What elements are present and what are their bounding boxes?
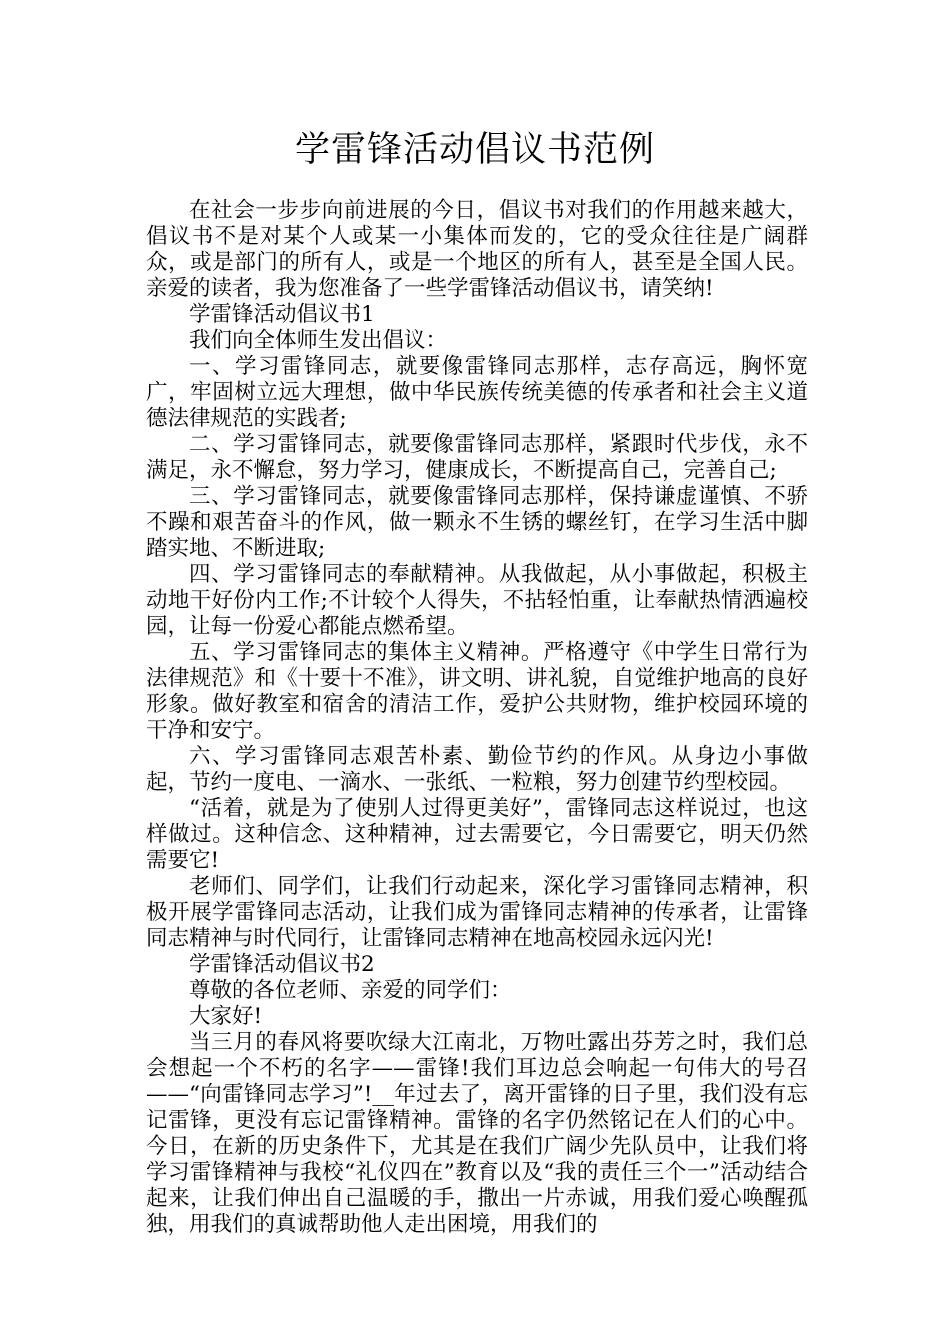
section-heading-2: 学雷锋活动倡议书2 (189, 952, 375, 977)
paragraph: 老师们、同学们，让我们行动起来，深化学习雷锋同志精神，积极开展学雷锋同志活动，让我们成为雷锋同志精神的传承者，让雷锋同志精神与时代同行，让雷锋同志精神在地高校园永远闪光! (146, 874, 808, 951)
paragraph: 三、学习雷锋同志，就要像雷锋同志那样，保持谦虚谨慎、不骄不躁和艰苦奋斗的作风，做一颗永不生锈的螺丝钉，在学习生活中脚踏实地、不断进取; (146, 484, 808, 561)
paragraph: 五、学习雷锋同志的集体主义精神。严格遵守《中学生日常行为法律规范》和《十要十不准》，讲文明、讲礼貌，自觉维护地高的良好形象。做好教室和宿舍的清洁工作，爱护公共财物，维护校园环境的干净和安宁。 (146, 640, 808, 743)
intro-paragraph: 在社会一步步向前进展的今日，倡议书对我们的作用越来越大，倡议书不是对某个人或某一小集体而发的，它的受众往往是广阔群众，或是部门的所有人，或是一个地区的所有人，甚至是全国人民。亲爱的读者，我为您准备了一些学雷锋活动倡议书，请笑纳! (146, 198, 808, 301)
paragraph: 一、学习雷锋同志，就要像雷锋同志那样，志存高远，胸怀宽广，牢固树立远大理想，做中华民族传统美德的传承者和社会主义道德法律规范的实践者; (146, 354, 808, 431)
document-body (146, 198, 808, 1238)
paragraph: “活着，就是为了使别人过得更美好”，雷锋同志这样说过，也这样做过。这种信念、这种精神，过去需要它，今日需要它，明天仍然需要它! (146, 796, 808, 873)
paragraph: 当三月的春风将要吹绿大江南北，万物吐露出芬芳之时，我们总会想起一个不朽的名字——雷锋!我们耳边总会响起一句伟大的号召——“向雷锋同志学习”!__年过去了，离开雷锋的日子里，我们没有忘记雷锋，更没有忘记雷锋精神。雷锋的名字仍然铭记在人们的心中。今日，在新的历史条件下，尤其是在我们广阔少先队员中，让我们将学习雷锋精神与我校“礼仪四在”教育以及“我的责任三个一”活动结合起来，让我们伸出自己温暖的手，撒出一片赤诚，用我们爱心唤醒孤独，用我们的真诚帮助他人走出困境，用我们的 (146, 1030, 808, 1237)
document-title: 学雷锋活动倡议书范例 (294, 130, 655, 170)
paragraph: 四、学习雷锋同志的奉献精神。从我做起，从小事做起，积极主动地干好份内工作;不计较个人得失，不拈轻怕重，让奉献热情洒遍校园，让每一份爱心都能点燃希望。 (146, 562, 808, 639)
paragraph: 二、学习雷锋同志，就要像雷锋同志那样，紧跟时代步伐，永不满足，永不懈怠，努力学习，健康成长，不断提高自己，完善自己; (146, 432, 808, 483)
paragraph: 我们向全体师生发出倡议： (189, 328, 448, 353)
paragraph: 六、学习雷锋同志艰苦朴素、勤俭节约的作风。从身边小事做起，节约一度电、一滴水、一张纸、一粒粮，努力创建节约型校园。 (146, 744, 808, 795)
section-heading-1: 学雷锋活动倡议书1 (189, 302, 375, 327)
greeting: 大家好! (189, 1004, 263, 1029)
salutation: 尊敬的各位老师、亲爱的同学们： (189, 978, 512, 1003)
